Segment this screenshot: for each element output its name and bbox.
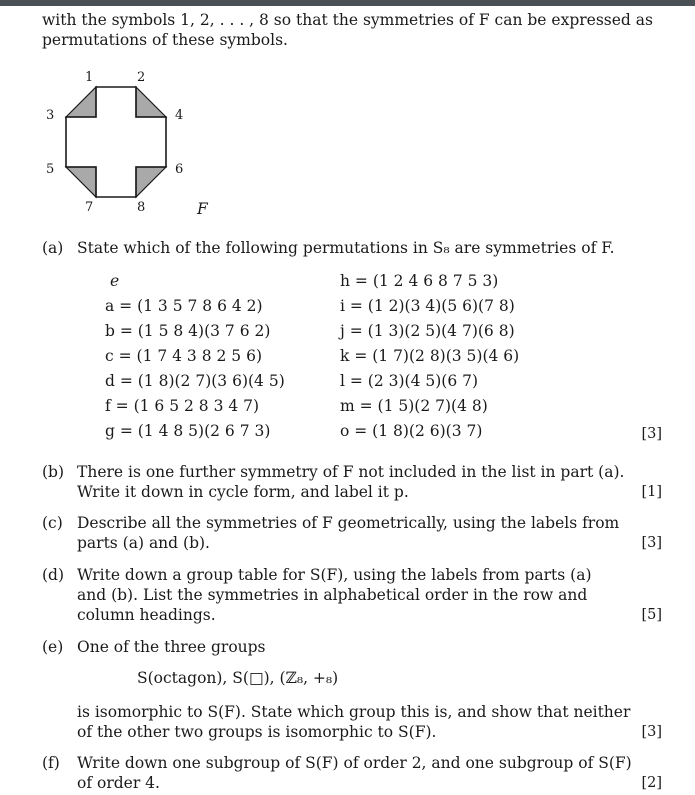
question-b-mark: [1] [641,484,662,500]
perm-a: a = (1 3 5 7 8 6 4 2) [105,297,263,315]
intro-text [42,10,653,50]
corner-triangle-top-right [136,87,166,117]
vertex-label-1: 1 [85,70,94,85]
vertex-label-8: 8 [137,200,146,215]
perm-g: g = (1 4 8 5)(2 6 7 3) [105,422,271,440]
question-f-mark: [2] [641,775,662,791]
perm-k: k = (1 7)(2 8)(3 5)(4 6) [340,347,520,365]
question-e-line-2: is isomorphic to S(F). State which group this is, and show that neither [77,703,631,721]
top-bar [0,0,695,6]
question-e [42,637,662,657]
question-e-groups: S(octagon), S(□), (ℤ₈, +₈) [137,669,339,687]
question-b-label: (b) [42,463,65,481]
question-d-line-2: and (b). List the symmetries in alphabetical order in the row and [77,586,588,604]
vertex-label-3: 3 [46,108,55,123]
question-a-text: State which of the following permutations in S₈ are symmetries of F. [77,239,615,257]
corner-triangle-bottom-left [66,167,96,197]
perm-f: f = (1 6 5 2 8 3 4 7) [105,397,260,415]
shape-label-F: F [197,200,208,218]
question-d-mark: [5] [641,607,662,623]
question-a-mark: [3] [641,426,662,442]
question-b-line-1: There is one further symmetry of F not included in the list in part (a). [77,463,625,481]
question-e-line-3: of the other two groups is isomorphic to S(F). [77,723,437,741]
corner-triangle-bottom-right [136,167,166,197]
perm-m: m = (1 5)(2 7)(4 8) [340,397,488,415]
perm-d: d = (1 8)(2 7)(3 6)(4 5) [105,372,285,390]
perm-c: c = (1 7 4 3 8 2 5 6) [105,347,262,365]
perm-j: j = (1 3)(2 5)(4 7)(6 8) [340,322,515,340]
question-c-mark: [3] [641,535,662,551]
question-c [42,513,662,555]
question-f-line-1: Write down one subgroup of S(F) of order 2, and one subgroup of S(F) [77,754,632,772]
question-f-line-2: of order 4. [77,774,160,792]
question-d-line-3: column headings. [77,606,216,624]
question-f-label: (f) [42,754,60,772]
vertex-label-7: 7 [85,200,94,215]
corner-triangle-top-left [66,87,96,117]
perm-h: h = (1 2 4 6 8 7 5 3) [340,272,499,290]
question-d-line-1: Write down a group table for S(F), using the labels from parts (a) [77,566,592,584]
question-c-line-1: Describe all the symmetries of F geometrically, using the labels from [77,514,620,532]
question-f [42,753,662,795]
question-a-label: (a) [42,239,64,257]
perm-l: l = (2 3)(4 5)(6 7) [340,372,479,390]
question-b-line-2: Write it down in cycle form, and label it p. [77,483,409,501]
question-e-line-1: One of the three groups [77,638,266,656]
question-e-label: (e) [42,638,64,656]
question-d [42,565,662,627]
question-e-continued [42,702,662,744]
intro-line-2: permutations of these symbols. [42,31,288,49]
perm-o: o = (1 8)(2 6)(3 7) [340,422,483,440]
question-c-label: (c) [42,514,63,532]
intro-line-1: with the symbols 1, 2, . . . , 8 so that the symmetries of F can be expressed as [42,11,653,29]
perm-i: i = (1 2)(3 4)(5 6)(7 8) [340,297,515,315]
question-d-label: (d) [42,566,65,584]
vertex-label-4: 4 [175,108,184,123]
shape-diagram [30,62,230,222]
perm-b: b = (1 5 8 4)(3 7 6 2) [105,322,271,340]
vertex-label-5: 5 [46,162,55,177]
vertex-label-2: 2 [137,70,146,85]
question-c-line-2: parts (a) and (b). [77,534,210,552]
question-e-mark: [3] [641,724,662,740]
vertex-label-6: 6 [175,162,184,177]
question-b [42,462,662,504]
perm-e: e [110,272,120,290]
shape-figure [30,62,230,222]
